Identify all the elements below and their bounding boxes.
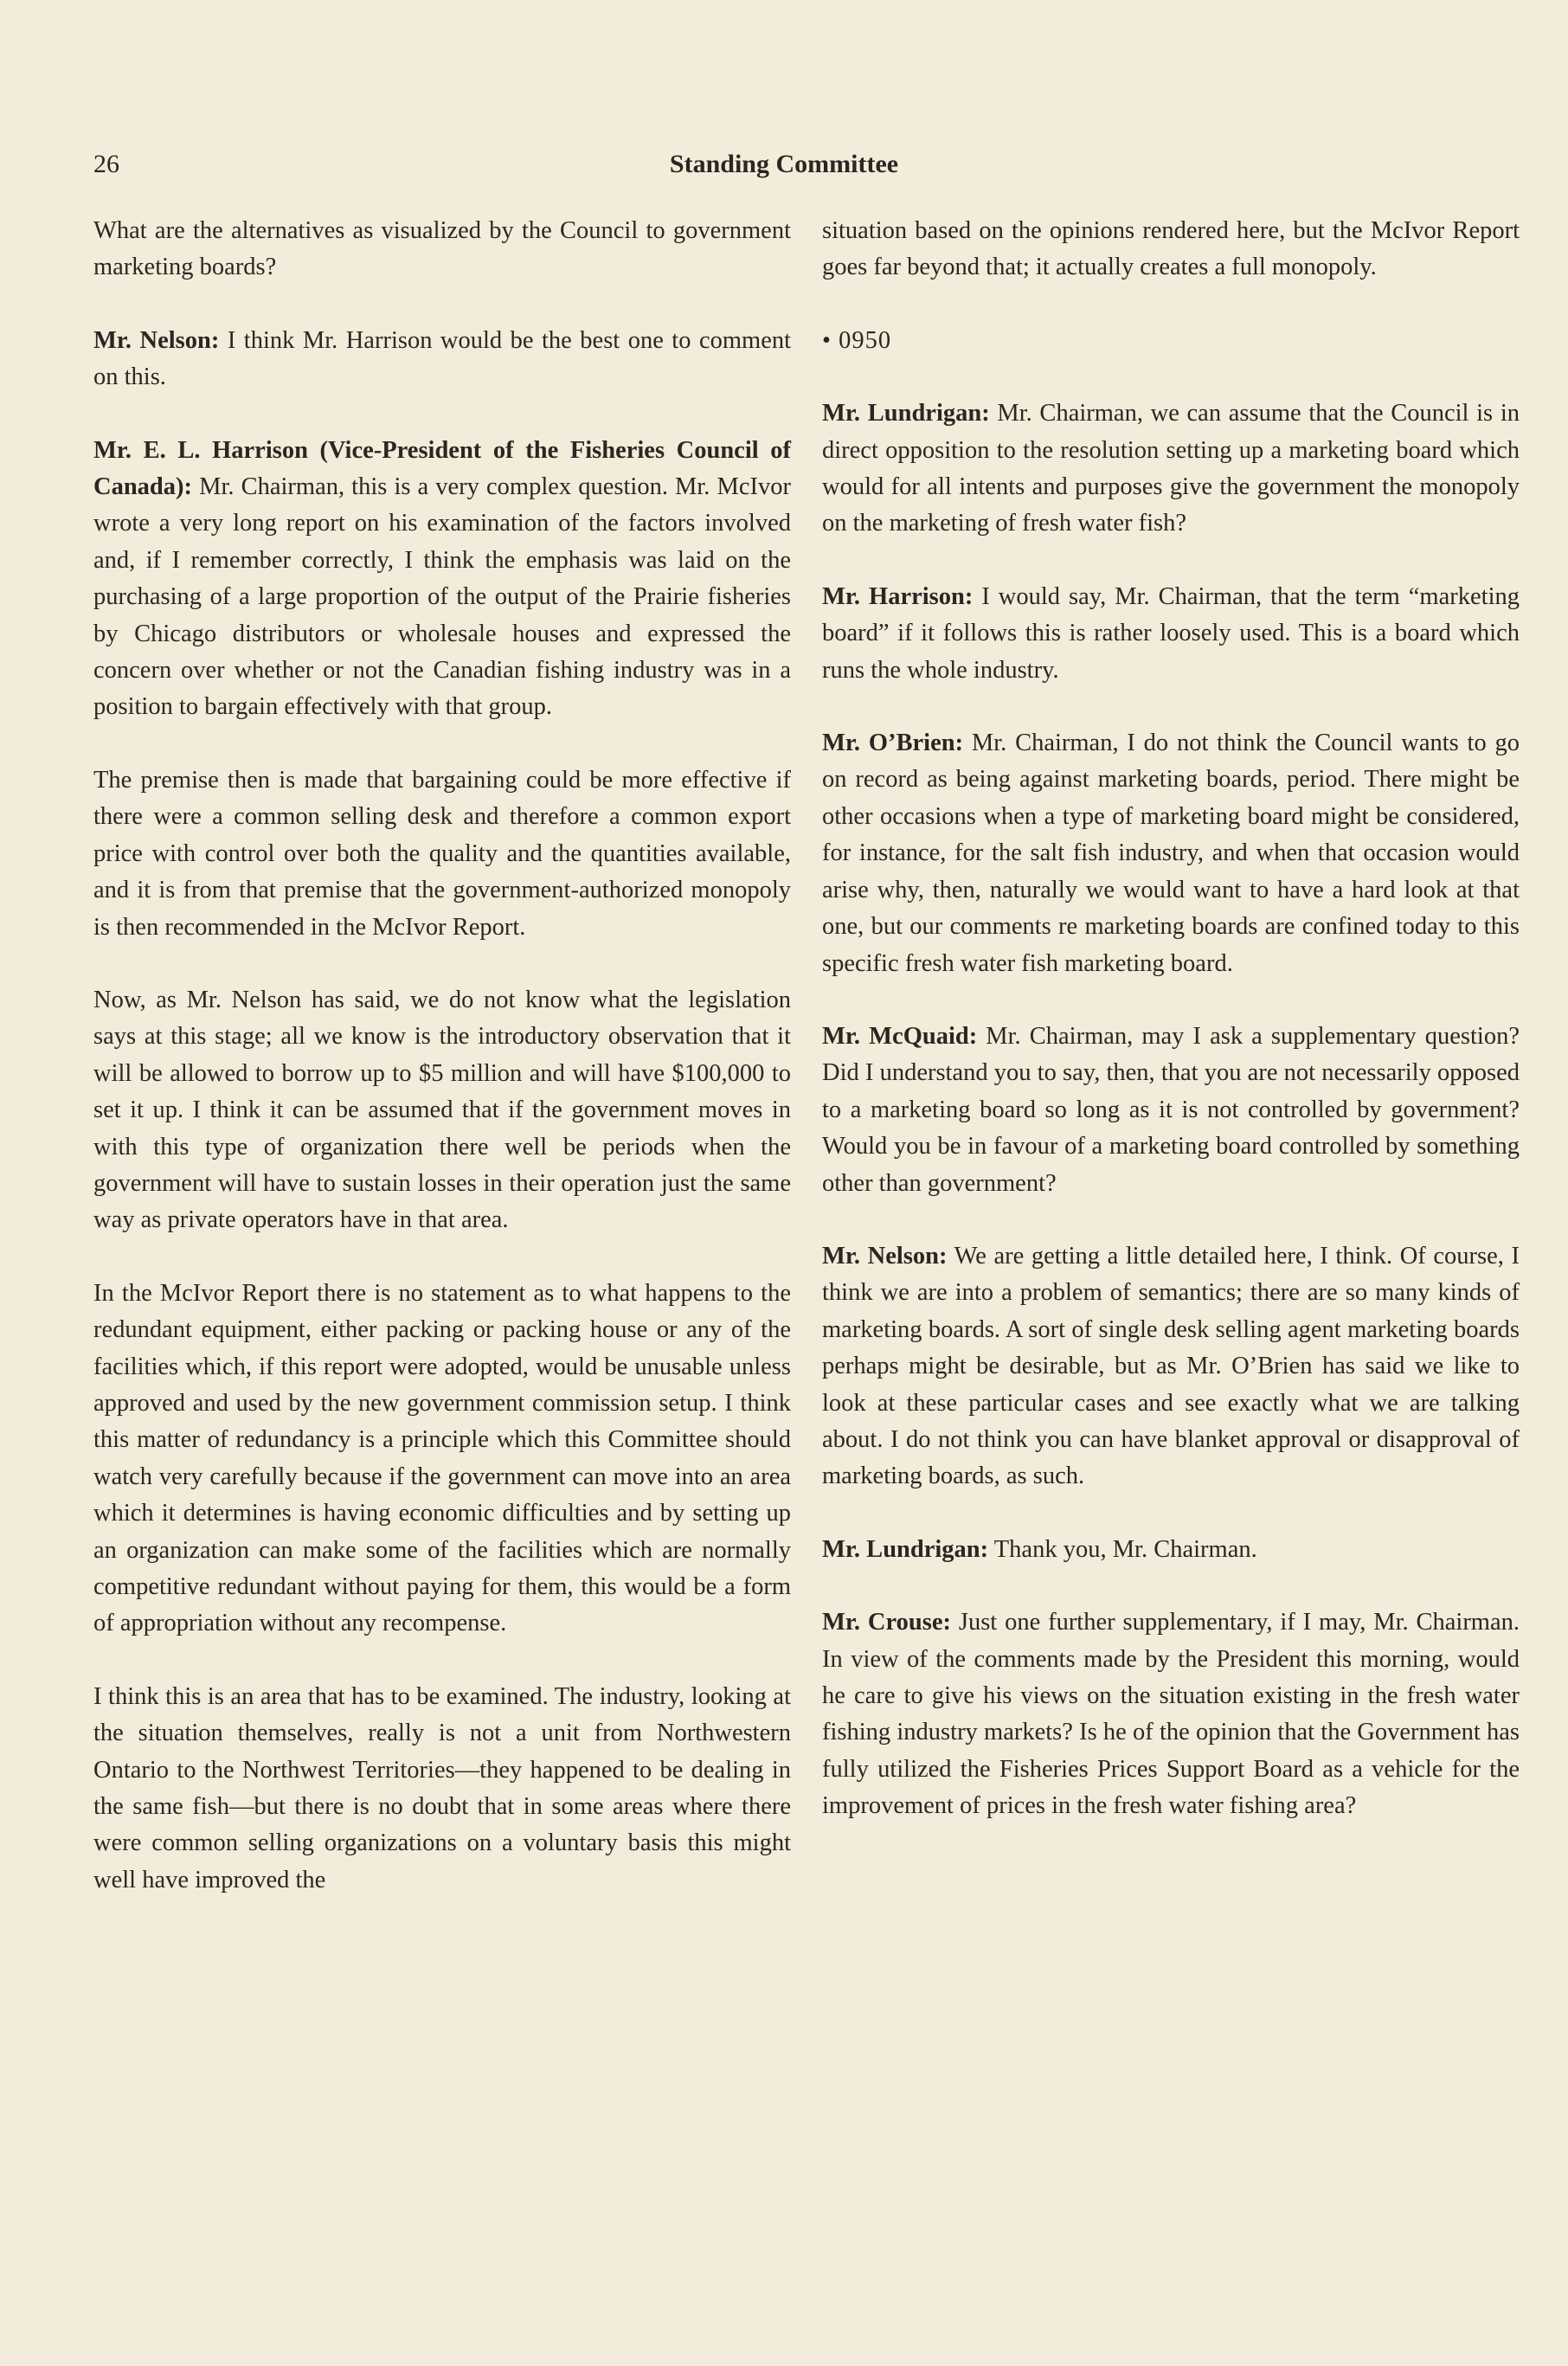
speaker-name: Mr. O’Brien: <box>822 730 964 757</box>
paragraph <box>822 1238 1520 1495</box>
speech-text: Mr. Chairman, may I ask a supplementary question? Did I understand you to say, then, that you are not necessarily opposed to a marketing board so long as it is not controlled by government? Would you be in favour of a marketing board controlled by something other than government? <box>822 1022 1520 1197</box>
paragraph: The premise then is made that bargaining could be more effective if there were a common selling desk and therefore a common export price with control over both the quality and the quantities available, and it is from that premise that the government-authorized monopoly is then recommended in the McIvor Report. <box>93 766 791 941</box>
speaker-name: Mr. McQuaid: <box>822 1022 978 1050</box>
time-marker: • 0950 <box>822 326 892 354</box>
speech-text: Mr. Chairman, this is a very complex question. Mr. McIvor wrote a very long report on his examination of the factors involved and, if I remember correctly, I think the emphasis was laid on the purchasing of a large proportion of the output of the Prairie fisheries by Chicago distributors or wholesale houses and expressed the concern over whether or not the Canadian fishing industry was in a position to bargain effectively with that group. <box>93 473 791 721</box>
speaker-name: Mr. Lundrigan: <box>822 1535 989 1563</box>
right-column <box>822 213 1520 1861</box>
paragraph <box>822 1604 1520 1824</box>
speaker-name: Mr. E. L. Harrison (Vice-President of the Fisheries Council of Canada): <box>93 436 791 501</box>
paragraph <box>93 323 791 396</box>
paragraph <box>822 395 1520 543</box>
paragraph: Now, as Mr. Nelson has said, we do not know what the legislation says at this stage; all we know is the introductory observation that it will be allowed to borrow up to $5 million and will have $100,000 to set it up. I think it can be assumed that if the government moves in with this type of organization there well be periods when the government will have to sustain losses in their operation just the same way as private operators have in that area. <box>93 986 791 1234</box>
speaker-name: Mr. Crouse: <box>822 1609 951 1636</box>
speech-text: I would say, Mr. Chairman, that the term “marketing board” if it follows this is rather loosely used. This is a board which runs the whole industry. <box>822 582 1520 684</box>
paragraph <box>822 1532 1520 1568</box>
paragraph <box>822 579 1520 689</box>
speaker-name: Mr. Nelson: <box>93 326 220 354</box>
running-head: Standing Committee <box>669 150 899 178</box>
paragraph <box>93 433 791 726</box>
speech-text: Thank you, Mr. Chairman. <box>988 1535 1257 1563</box>
left-column <box>93 213 791 1935</box>
speaker-name: Mr. Harrison: <box>822 582 974 610</box>
paragraph: I think this is an area that has to be examined. The industry, looking at the situation themselves, really is not a unit from Northwestern Ontario to the Northwest Territories—they happened to be dealing in the same fish—but there is no doubt that in some areas where there were common selling organizations on a voluntary basis this might well have improved the <box>93 1682 791 1893</box>
paragraph <box>822 725 1520 982</box>
speech-text: We are getting a little detailed here, I think. Of course, I think we are into a problem of semantics; there are so many kinds of marketing boards. A sort of single desk selling agent marketing boards perhaps might be desirable, but as Mr. O’Brien has said we like to look at these particular cases and see exactly what we are talking about. I do not think you can have blanket approval or disapproval of marketing boards, as such. <box>822 1242 1520 1490</box>
speaker-name: Mr. Nelson: <box>822 1242 948 1270</box>
speech-text: Mr. Chairman, I do not think the Council wants to go on record as being against marketing boards, period. There might be other occasions when a type of marketing board might be considered, for instance, for the salt fish industry, and when that occasion would arise why, then, naturally we would want to have a hard look at that one, but our comments re marketing boards are confined today to this specific fresh water fish marketing board. <box>822 730 1520 977</box>
speaker-name: Mr. Lundrigan: <box>822 400 990 428</box>
paragraph: What are the alternatives as visualized by the Council to government marketing boards? <box>93 217 791 281</box>
page-number: 26 <box>93 150 119 178</box>
paragraph <box>822 1019 1520 1202</box>
speech-text: I think Mr. Harrison would be the best one to comment on this. <box>93 326 792 391</box>
paragraph: situation based on the opinions rendered here, but the McIvor Report goes far beyond that; it actually creates a full monopoly. <box>822 217 1520 281</box>
speech-text: Mr. Chairman, we can assume that the Council is in direct opposition to the resolution setting up a marketing board which would for all intents and purposes give the government the monopoly on the marketing of fresh water fish? <box>822 400 1520 537</box>
speech-text: Just one further supplementary, if I may, Mr. Chairman. In view of the comments made by the President this morning, would he care to give his views on the situation existing in the fresh water fishing industry markets? Is he of the opinion that the Government has fully utilized the Fisheries Prices Support Board as a vehicle for the improvement of prices in the fresh water fishing area? <box>822 1609 1520 1820</box>
paragraph: In the McIvor Report there is no statement as to what happens to the redundant equipment, either packing or packing house or any of the facilities which, if this report were adopted, would be unusable unless approved and used by the new government commission setup. I think this matter of redundancy is a principle which this Committee should watch very carefully because if the government can move into an area which it determines is having economic difficulties and by setting up an organization can make some of the facilities which are normally competitive redundant without paying for them, this would be a form of appropriation without any recompense. <box>93 1279 791 1637</box>
